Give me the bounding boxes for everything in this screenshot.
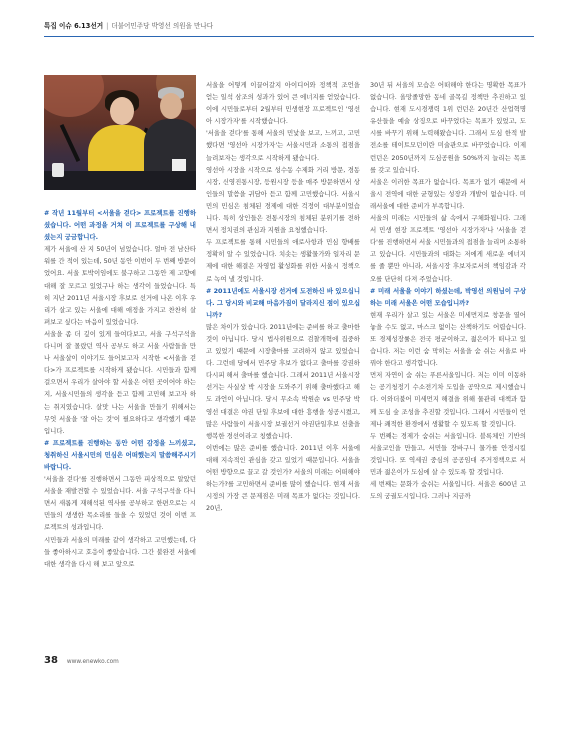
answer-paragraph: 이번에는 많은 준비를 했습니다. 2011년 이후 서울에 대해 지속적인 관심을 갖고 있었기 때문입니다. 서울을 어떤 방향으로 끌고 갈 것인가? 서울의 미래는 어떠해야 하는가?를 고민하면서 준비를 많이 했습니다. 현재 서울시정의 가장 큰 문제점은 미래 목표가 없다는 것입니다. 20년, [206,443,360,513]
answer-paragraph: 세 번째는 문화가 숨쉬는 서울입니다. 서울은 600년 고도의 궁궐도시입니다. 그러나 지금까 [370,480,526,501]
header-rule [44,36,534,37]
article-column-3 [370,79,526,502]
answer-paragraph: 30년 뒤 서울의 모습은 어떠해야 한다는 명확한 목표가 없습니다. 올망졸망한 동네 골목길 정책만 추진하고 있습니다. 현재 도시경쟁력 1위 런던은 20년간 산업혁명 유산들을 예술 상징으로 바꾸었다는 목표가 있었고, 도시를 바꾸기 위해 노력해왔습니다. 그래서 도심 한적 발전소를 테이트모던이란 미술관으로 바꾸었습니다. 이제 런던은 2050년까지 도심공원을 50%까지 늘리는 목표를 갖고 있습니다. [370,81,526,174]
header-section-title: 특집 이슈 6.13선거 [44,22,104,30]
answer-paragraph: 시민들과 서울의 미래를 같이 생각하고 고민했는데, 다들 좋아하시고 호응이 좋았습니다. 그간 불완전 서울에 대한 생각을 다시 해 보고 앞으로 [44,535,196,568]
answer-paragraph: 먼저 자연이 숨 쉬는 푸른서울입니다. 저는 이미 이동하는 공기청정기 수소전기차 도입을 공약으로 제시했습니다. 이와더불어 미세먼지 해결을 위해 물관리 대책과 함께 도심 숲 조성을 추진할 것입니다. 그래서 시민들이 언제나 쾌적한 환경에서 생활할 수 있도록 할 것입니다. [370,371,526,428]
answer-paragraph: 두 프로젝트를 통해 시민들의 애로사항과 민심 향배를 정확히 알 수 있었습니다. 치솟는 생활물가와 일자리 문제에 대한 해결은 자영업 활성화를 위한 서울시 정책으로 녹여 낼 것입니다. [206,238,360,283]
answer-paragraph: 많은 차이가 있습니다. 2011년에는 준비를 하고 출마한 것이 아닙니다. 당시 법사위원으로 검찰개혁에 집중하고 있었기 때문에 시장출마를 고려하지 않고 있었습니다. 그런데 당에서 민주당 후보가 없다고 출마를 강권하다시피 해서 출마를 했습니다. 그래서 2011년 서울시장 선거는 사실상 박 시장을 도와주기 위해 출마했다고 해도 과언이 아닙니다. 당시 무소속 박원순 vs 민주당 박영선 대결은 야권 단일 후보에 대한 흥행을 성공시켰고, 많은 사람들이 서울시장 보궐선거 야권단일후보 선출을 행복한 경선이라고 칭했습니다. [206,322,360,440]
footer-url[interactable]: www.enewko.com [66,659,119,665]
article-photo [44,75,196,190]
question-paragraph: # 작년 11월부터 <서울을 걷다> 프로젝트를 진행하셨습니다. 어떤 과정을 거쳐 이 프로젝트를 구상해 내셨는지 궁금합니다. [44,209,196,242]
page-footer [44,651,119,665]
header-subtitle: 더불어민주당 박영선 의원을 만나다 [111,22,214,30]
page-header [44,19,534,33]
page-number: 38 [44,655,58,666]
header-separator: | [106,22,109,30]
answer-paragraph: 서울을 좀 더 깊이 있게 들여다보고, 서울 구석구석을 다니며 잘 몰랐던 역사 공부도 하고 서울 사람들을 만나 서울살이 이야기도 들어보고자 시작한 <서울을 걷다>가 프로젝트를 시작하게 됐습니다. 시민들과 함께 걸으면서 우리가 살아야 할 서울은 어떤 곳이어야 하는 지, 서울시민들의 생각을 듣고 함께 고민해 보고자 하는 취지였습니다. 살맛 나는 서울을 만들기 위해서는 무엇 서울을 '잘 아는 것'이 필요하다고 생각했기 때문입니다. [44,329,196,435]
answer-paragraph: 영선아 시장을 시작으로 성수동 수제화 거리 방문, 경동시장, 신영진통시장, 등원시장 등을 매주 방문하면서 상인들의 말씀을 귀담아 듣고 함께 고민했습니다. 서울시민의 민심은 침체된 경제에 대한 걱정이 대부분이었습니다. 특히 상인들은 전통시장의 침체된 분위기를 전하면서 정치권의 관심과 지원을 요청했습니다. [206,165,360,235]
answer-paragraph: 서울의 미래는 시민들의 삶 속에서 구체화됩니다. 그래서 민생 현장 프로젝트 '영선아 시장가자'나 '서울을 걷다'를 진행하면서 서울 시민들과의 접점을 늘리며 소통하고 있습니다. 시민들과의 대화는 저에게 새로운 에너지를 줄 뿐만 아니라, 서울시장 후보자로서의 책임감과 각오를 단단히 다져 주었습니다. [370,214,526,283]
answer-paragraph: '서울을 걷다'를 통해 서울의 민낯을 보고, 느끼고, 고민했다면 '영선아 시장가자'는 서울시민과 소통의 접점을 늘려보자는 생각으로 시작하게 됐습니다. [206,129,360,162]
answer-paragraph: 서울은 이러한 목표가 없습니다. 목표가 없기 때문에 서울시 전역에 대한 균형있는 성장과 개발이 없습니다. 미래서울에 대한 준비가 부족합니다. [370,177,526,210]
answer-paragraph: 제가 서울에 산 지 50년이 넘었습니다. 얼마 전 남산타워를 간 적이 있는데, 50년 동안 이번이 두 번째 방문이었어요. 서울 토박이임에도 불구하고 그동안 제 고향에 대해 잘 모르고 있었구나 하는 생각이 들었습니다. 특히 지난 2011년 서울시장 후보로 선거에 나온 이후 우리가 살고 있는 서울에 대해 애정을 가지고 찬찬히 살펴보고 싶다는 마음이 있었습니다. [44,245,196,326]
answer-paragraph: 두 번째는 경제가 숨쉬는 서울입니다. 블록체인 기반의 서울코인을 만들고, 서민들 장바구니 물가를 안정시킬 것입니다. 또 역세권 중심의 공공임대 주거정책으로 서민과 젊은이가 도심에 살 수 있도록 할 것입니다. [370,431,526,476]
answer-paragraph: 서울을 어떻게 이끌어갈지 아이디어와 정책적 조언을 얻는 일석 삼조의 성과가 있어 큰 에너지를 얻었습니다. 이에 시민들로부터 2월부터 민생현장 프로젝트인 '영선아 시장가자'를 시작했습니다. [206,81,360,126]
question-paragraph: # 프로젝트를 진행하는 동안 어떤 감정을 느끼셨고, 청취하신 서울시민의 민심은 어떠했는지 말씀해주시기 바랍니다. [44,438,196,471]
article-column-2 [206,79,360,514]
article-column-1 [44,207,196,570]
question-paragraph: # 미래 서울을 이야기 하셨는데, 박영선 의원님이 구상하는 미래 서울은 어떤 모습입니까? [370,286,526,307]
answer-paragraph: '서울을 걷다'를 진행하면서 그동안 피상적으로 알았던 서울을 재발견할 수 있었습니다. 서울 구석구석을 다니면서 새롭게 재해석된 역사를 공부하고 한편으로는 시민들의 생생한 목소리를 들을 수 있었던 것이 이번 프로젝트의 성과입니다. [44,475,196,532]
question-paragraph: # 2011년에도 서울시장 선거에 도전하신 바 있으십니다. 그 당시와 비교해 마음가짐이 달라지신 점이 있으십니까? [206,286,360,319]
answer-paragraph: 현재 우리가 살고 있는 서울은 미세먼지로 창문을 열어놓을 수도 없고, 마스크 없이는 산책하기도 어렵습니다. 또 경제성장률은 전국 평균이하고, 젊은이가 떠나고 있습니다. 저는 이런 숨 막히는 서울을 숨 쉬는 서울로 바꿔야 한다고 생각합니다. [370,310,526,368]
